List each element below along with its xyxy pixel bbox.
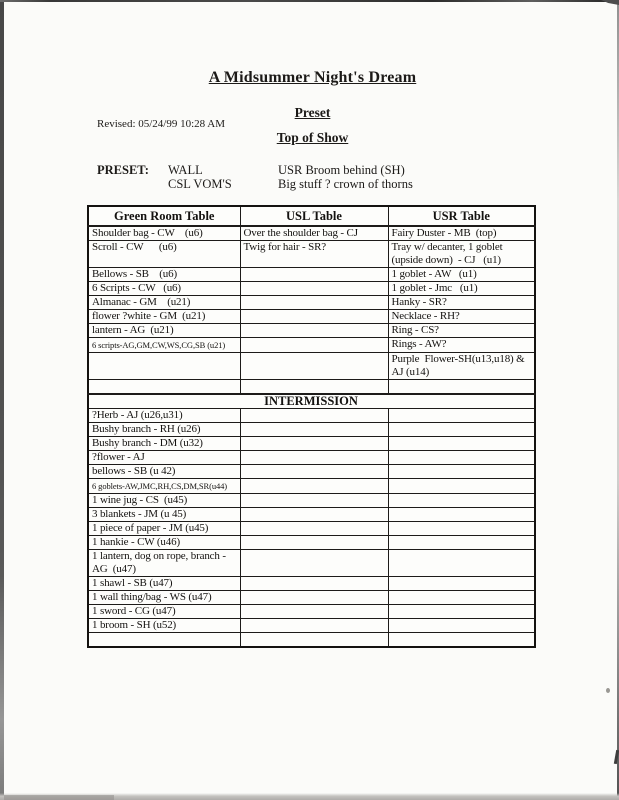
column-header-usr-table: USR Table [388,206,535,226]
table-row [88,633,535,648]
scan-speck [606,688,610,693]
table-row [88,619,535,633]
preset-locations [168,163,278,191]
prop-cell: 6 scripts-AG,GM,CW,WS,CG,SB (u21) [88,338,240,353]
prop-cell [388,522,535,536]
table-row [88,437,535,451]
prop-cell [240,591,388,605]
prop-cell: Scroll - CW (u6) [88,241,240,268]
table-row [88,577,535,591]
prop-cell [240,479,388,494]
preset-summary-block [97,163,413,191]
prop-cell: Over the shoulder bag - CJ [240,226,388,241]
prop-cell [388,465,535,479]
prop-cell: ?flower - AJ [88,451,240,465]
prop-cell [240,605,388,619]
table-row [88,423,535,437]
column-header-green-room-table: Green Room Table [88,206,240,226]
prop-cell: Ring - CS? [388,324,535,338]
prop-cell: 6 Scripts - CW (u6) [88,282,240,296]
prop-cell [388,605,535,619]
prop-cell [388,423,535,437]
preset-location-line: WALL [168,163,203,177]
prop-cell: Bushy branch - DM (u32) [88,437,240,451]
prop-cell: ?Herb - AJ (u26,u31) [88,409,240,423]
table-row [88,268,535,282]
prop-cell: flower ?white - GM (u21) [88,310,240,324]
prop-cell [388,508,535,522]
prop-cell [388,633,535,648]
prop-cell: Tray w/ decanter, 1 goblet (upside down) - CJ (u1) [388,241,535,268]
table-row [88,522,535,536]
table-row [88,479,535,494]
prop-cell [240,465,388,479]
table-row [88,550,535,577]
prop-cell: 1 broom - SH (u52) [88,619,240,633]
prop-cell [388,536,535,550]
table-row [88,508,535,522]
prop-cell [388,451,535,465]
table-row [88,241,535,268]
scan-edge-left [0,0,4,800]
intermission-row [88,394,535,409]
prop-cell: 1 sword - CG (u47) [88,605,240,619]
prop-cell [240,550,388,577]
prop-cell: 1 lantern, dog on rope, branch - AG (u47) [88,550,240,577]
intermission-banner: INTERMISSION [88,394,535,409]
preset-notes [278,163,413,191]
show-title: A Midsummer Night's Dream [208,69,417,86]
prop-cell: 1 goblet - AW (u1) [388,268,535,282]
table-header-row [88,206,535,226]
revision-timestamp: Revised: 05/24/99 10:28 AM [97,118,226,130]
table-row [88,282,535,296]
table-row [88,605,535,619]
table-row [88,296,535,310]
prop-cell [240,353,388,380]
prop-cell [240,310,388,324]
table-row [88,226,535,241]
scan-mark-top-right [601,0,619,5]
prop-cell [388,577,535,591]
prop-cell: 1 shawl - SB (u47) [88,577,240,591]
prop-cell [240,536,388,550]
prop-cell [240,409,388,423]
prop-cell: bellows - SB (u 42) [88,465,240,479]
prop-cell [388,591,535,605]
prop-cell: Bellows - SB (u6) [88,268,240,282]
prop-cell [240,282,388,296]
table-row [88,338,535,353]
prop-cell [240,380,388,395]
prop-cell: Bushy branch - RH (u26) [88,423,240,437]
prop-cell: Twig for hair - SR? [240,241,388,268]
prop-cell: 3 blankets - JM (u 45) [88,508,240,522]
prop-cell [240,619,388,633]
prop-cell: lantern - AG (u21) [88,324,240,338]
prop-cell: Almanac - GM (u21) [88,296,240,310]
preset-note-line: USR Broom behind (SH) [278,163,405,177]
prop-cell: Rings - AW? [388,338,535,353]
prop-cell [240,451,388,465]
prop-cell: 1 piece of paper - JM (u45) [88,522,240,536]
table-row [88,310,535,324]
table-row [88,591,535,605]
table-row [88,451,535,465]
prop-cell [88,380,240,395]
prop-cell [388,380,535,395]
prop-cell [88,353,240,380]
preset-heading: Preset [294,105,331,120]
prop-cell: Fairy Duster - MB (top) [388,226,535,241]
prop-cell [388,494,535,508]
preset-note-line: Big stuff ? crown of thorns [278,177,413,191]
preset-location-line: CSL VOM'S [168,177,232,191]
table-row [88,409,535,423]
scan-edge-top [0,0,619,2]
prop-cell [388,550,535,577]
prop-cell: 1 wine jug - CS (u45) [88,494,240,508]
table-row [88,536,535,550]
prop-cell [388,409,535,423]
prop-cell [240,268,388,282]
props-table [87,205,536,648]
table-row [88,324,535,338]
prop-cell: Hanky - SR? [388,296,535,310]
prop-cell [240,633,388,648]
prop-cell [240,494,388,508]
prop-cell [388,437,535,451]
table-row [88,494,535,508]
prop-cell: Shoulder bag - CW (u6) [88,226,240,241]
prop-cell [240,508,388,522]
preset-label: PRESET: [97,163,149,177]
prop-cell [388,619,535,633]
prop-cell: 1 goblet - Jmc (u1) [388,282,535,296]
prop-cell [88,633,240,648]
prop-cell [240,324,388,338]
prop-cell [240,577,388,591]
top-of-show-heading: Top of Show [276,130,349,145]
table-row [88,353,535,380]
prop-cell [240,522,388,536]
prop-cell: Necklace - RH? [388,310,535,324]
prop-cell [240,437,388,451]
table-row [88,380,535,395]
prop-cell [240,423,388,437]
prop-cell: 6 goblets-AW,JMC,RH,CS,DM,SR(u44) [88,479,240,494]
prop-cell [240,338,388,353]
scan-smudge-bottom-left [4,795,114,800]
prop-cell [240,296,388,310]
prop-cell: Purple Flower-SH(u13,u18) & AJ (u14) [388,353,535,380]
column-header-usl-table: USL Table [240,206,388,226]
prop-cell: 1 hankie - CW (u46) [88,536,240,550]
table-row [88,465,535,479]
prop-cell [388,479,535,494]
prop-cell: 1 wall thing/bag - WS (u47) [88,591,240,605]
